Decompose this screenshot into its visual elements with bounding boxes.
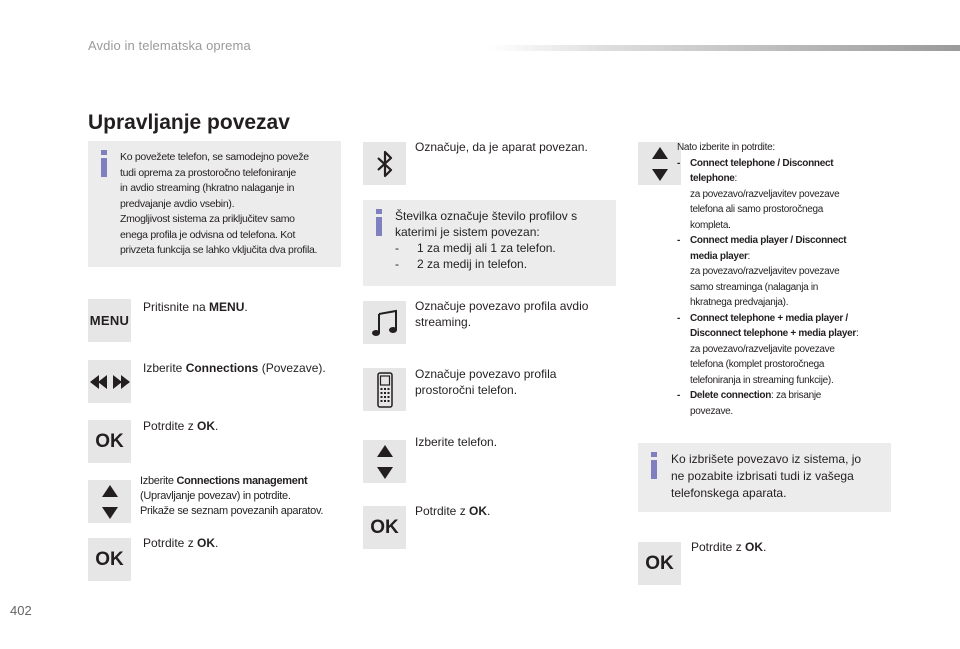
up-down-icon bbox=[102, 485, 118, 519]
step-connections-management: Izberite Connections management (Upravljanje povezav) in potrdite. Prikaže se seznam povezanih aparatov. bbox=[140, 475, 324, 517]
up-down-arrows-icon bbox=[363, 440, 406, 483]
step-confirm-ok: Potrdite z OK. bbox=[691, 540, 767, 554]
info-box-profiles: Številka označuje število profilov s katerimi je sistem povezan: - 1 za medij ali 1 za telefon. - 2 za medij in telefon. bbox=[363, 200, 616, 286]
bluetooth-glyph-icon bbox=[377, 150, 393, 178]
music-note-icon bbox=[363, 301, 406, 344]
info-line: predvajanje avdio vsebin). bbox=[120, 197, 235, 210]
section-title: Upravljanje povezav bbox=[88, 111, 290, 134]
handsfree-description: Označuje povezavo profila prostoročni telefon. bbox=[415, 367, 557, 397]
step-confirm-ok: Potrdite z OK. bbox=[143, 419, 219, 433]
handsfree-phone-icon bbox=[376, 372, 394, 408]
info-line: Zmogljivost sistema za priključitev samo bbox=[120, 213, 295, 225]
up-down-icon bbox=[652, 147, 668, 181]
step-confirm-ok: Potrdite z OK. bbox=[143, 536, 219, 550]
info-icon bbox=[376, 209, 382, 236]
info-icon bbox=[651, 452, 657, 479]
ok-button-icon: OK bbox=[88, 538, 131, 581]
up-down-arrows-icon bbox=[88, 480, 131, 523]
ok-button-icon: OK bbox=[638, 542, 681, 585]
header-title: Avdio in telematska oprema bbox=[88, 38, 251, 53]
up-down-arrows-icon bbox=[638, 142, 681, 185]
connection-options-list bbox=[677, 140, 877, 419]
info-line: Ko povežete telefon, se samodejno poveže bbox=[120, 151, 309, 163]
bluetooth-description: Označuje, da je aparat povezan. bbox=[415, 140, 588, 154]
left-right-arrows-icon bbox=[88, 360, 131, 403]
seek-arrows-icon bbox=[90, 374, 130, 390]
info-line: enega profila je odvisna od telefona. Kot bbox=[120, 228, 296, 241]
list-item: - Connect telephone / Disconnect telephone: za povezavo/razveljavitev povezave telefona ali samo prostoročnega kompleta. bbox=[677, 157, 840, 231]
info-text bbox=[120, 150, 340, 259]
menu-button-icon: MENU bbox=[88, 299, 131, 342]
bluetooth-icon bbox=[363, 142, 406, 185]
up-down-icon bbox=[377, 445, 393, 479]
page-number: 402 bbox=[10, 603, 32, 618]
list-intro: Nato izberite in potrdite: bbox=[677, 142, 775, 153]
mobile-phone-icon bbox=[363, 368, 406, 411]
ok-button-icon: OK bbox=[88, 420, 131, 463]
list-item: - Connect media player / Disconnect media player: za povezavo/razveljavitev povezave samo streaminga (nalaganja in hkratnega predvajanja). bbox=[677, 235, 847, 308]
list-item: - Connect telephone + media player / Disconnect telephone + media player: za povezavo/razveljavite povezave telefona (komplet prostoročnega telefoniranja in streaming funkcije). bbox=[677, 312, 859, 386]
step-press-menu: Pritisnite na MENU. bbox=[143, 300, 248, 314]
info-line: tudi oprema za prostoročno telefoniranje bbox=[120, 166, 296, 179]
ok-button-icon: OK bbox=[363, 506, 406, 549]
step-confirm-ok: Potrdite z OK. bbox=[415, 504, 491, 518]
info-icon bbox=[101, 150, 107, 177]
info-box-delete: Ko izbrišete povezavo iz sistema, jo ne pozabite izbrisati tudi iz vašega telefonskega aparata. bbox=[638, 443, 891, 512]
info-line: privzeta funkcija se lahko vključita dva profila. bbox=[120, 244, 318, 256]
audio-streaming-description: Označuje povezavo profila avdio streaming. bbox=[415, 299, 589, 329]
list-item: - Delete connection: za brisanje povezave. bbox=[677, 390, 822, 417]
info-box-connection bbox=[88, 141, 341, 267]
header-bar bbox=[488, 45, 960, 51]
info-line: in avdio streaming (hkratno nalaganje in bbox=[120, 182, 295, 194]
audio-streaming-icon bbox=[370, 308, 400, 338]
step-select-telephone: Izberite telefon. bbox=[415, 435, 498, 449]
step-select-connections: Izberite Connections (Povezave). bbox=[143, 361, 326, 375]
